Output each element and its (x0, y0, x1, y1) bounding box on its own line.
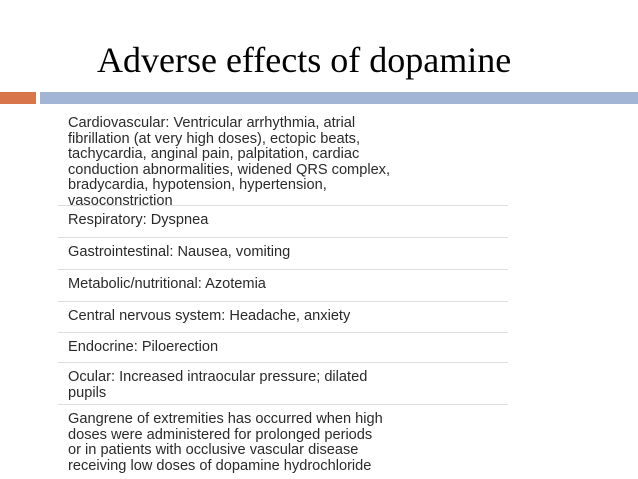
effect-line: or in patients with occlusive vascular disease (68, 442, 359, 459)
accent-bar-orange (0, 92, 36, 104)
effect-line: doses were administered for prolonged periods (68, 426, 373, 443)
effect-line: Gangrene of extremities has occurred when high (68, 411, 383, 427)
effect-item-endocrine (58, 333, 508, 363)
effect-line: Respiratory: Dyspnea (68, 212, 209, 228)
effect-item-ocular (58, 363, 508, 405)
accent-bar-blue (40, 92, 638, 104)
effect-line: vasoconstriction (68, 192, 173, 206)
effect-item-gangrene (58, 405, 508, 476)
effect-line: fibrillation (at very high doses), ectopic beats, (68, 130, 361, 147)
effect-line: bradycardia, hypotension, hypertension, (68, 177, 327, 194)
effect-item-metabolic (58, 270, 508, 302)
effect-line: Metabolic/nutritional: Azotemia (68, 276, 266, 292)
effect-line: Central nervous system: Headache, anxiety (68, 308, 351, 324)
effect-item-gastrointestinal (58, 238, 508, 270)
effect-line: tachycardia, anginal pain, palpitation, cardiac (68, 146, 360, 163)
effect-line: Cardiovascular: Ventricular arrhythmia, atrial (68, 115, 356, 131)
effect-line: receiving low doses of dopamine hydrochloride (68, 457, 372, 474)
effect-line: Ocular: Increased intraocular pressure; dilated (68, 369, 368, 385)
effect-line: Endocrine: Piloerection (68, 339, 219, 355)
slide-title: Adverse effects of dopamine (97, 40, 512, 80)
effect-item-respiratory (58, 206, 508, 238)
effect-line: pupils (68, 384, 107, 401)
effect-item-cns (58, 302, 508, 333)
effect-line: conduction abnormalities, widened QRS complex, (68, 161, 391, 178)
effect-line: Gastrointestinal: Nausea, vomiting (68, 244, 291, 260)
adverse-effects-list (58, 108, 508, 476)
effect-item-cardiovascular (58, 108, 508, 206)
